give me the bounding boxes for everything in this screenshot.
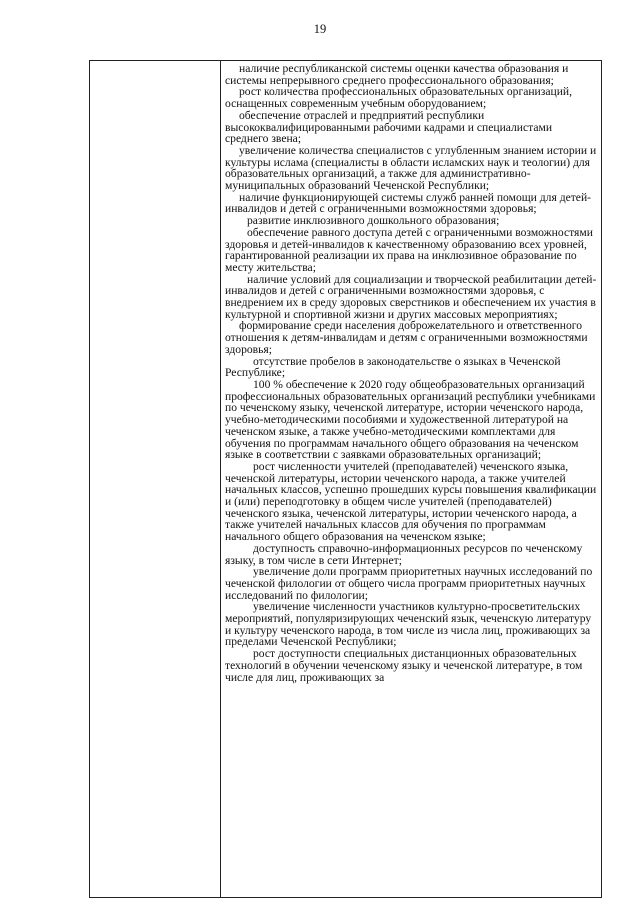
paragraph: рост доступности специальных дистанционных образовательных технологий в обучении чеченскому языку и чеченской литературе, в том числе для лиц, проживающих за xyxy=(225,647,583,684)
paragraph: развитие инклюзивного дошкольного образования; xyxy=(247,214,500,228)
paragraph: 100 % обеспечение к 2020 году общеобразовательных организаций профессиональных образовательных организаций республики учебниками по чеченскому языку, чеченской литературе, истории чеченского народа, учебно-методическими пособиями и художественной литературой на чеченском языке, а также учебно-методическими комплектами для обучения по программам начального общего образования на чеченском языке в соответствии с заявками образовательных организаций; xyxy=(225,377,596,462)
paragraph: увеличение численности участников культурно-просветительских мероприятий, популяризирующих чеченский язык, чеченскую литературу и культуру чеченского народа, в том числе из числа лиц, проживающих за пределами Чеченской Республики; xyxy=(225,600,592,649)
paragraph: рост численности учителей (преподавателей) чеченского языка, чеченской литературы, истории чеченского народа, а также учителей начальных классов, успешно прошедших курсы повышения квалификации и (или) переподготовку в общем числе учителей (преподавателей) чеченского языка, чеченской литературы, истории чеченского народа, а также учителей начальных классов для обучения по программам начального общего образования на чеченском языке; xyxy=(225,459,597,544)
cell-text-block xyxy=(221,61,601,897)
table-row xyxy=(90,61,602,898)
paragraph: отсутствие пробелов в законодательстве о языках в Чеченской Республике; xyxy=(225,354,561,380)
page-number: 19 xyxy=(313,22,327,36)
paragraph: рост количества профессиональных образовательных организаций, оснащенных современным учебным оборудованием; xyxy=(225,85,572,111)
left-cell xyxy=(90,61,221,898)
paragraph: обеспечение равного доступа детей с ограниченными возможностями здоровья и детей-инвалидов к качественному образованию всех уровней, гарантированной реализации их права на инклюзивное образование по месту жительства; xyxy=(225,225,593,274)
paragraph: увеличение количества специалистов с углубленным знанием истории и культуры ислама (специалисты в области исламских наук и теологии) для образовательных организаций, а также для административно-муниципальных образований Чеченской Республики; xyxy=(225,143,597,193)
paragraph: доступность справочно-информационных ресурсов по чеченскому языку, в том числе в сети Интернет; xyxy=(225,541,583,567)
paragraph: наличие функционирующей системы служб ранней помощи для детей-инвалидов и детей с ограниченными возможностями здоровья; xyxy=(225,190,592,216)
paragraph: наличие республиканской системы оценки качества образования и системы непрерывного среднего профессионального образования; xyxy=(225,62,569,87)
document-table xyxy=(89,60,602,898)
paragraph: наличие условий для социализации и творческой реабилитации детей-инвалидов и детей с ограниченными возможностями здоровья, с внедрением их в среду здоровых сверстников и обеспечением их участия в культурной и спортивной жизни и других массовых мероприятиях; xyxy=(225,272,597,321)
paragraph: увеличение доли программ приоритетных научных исследований по чеченской филологии от общего числа программ приоритетных научных исследований по филологии; xyxy=(225,565,593,602)
paragraph: формирование среди населения доброжелательного и ответственного отношения к детям-инвалидам и детям с ограниченными возможностями здоровья; xyxy=(225,319,588,356)
paragraph: обеспечение отраслей и предприятий республики высококвалифицированными рабочими кадрами и специалистами среднего звена; xyxy=(225,108,553,146)
right-cell xyxy=(221,61,602,898)
